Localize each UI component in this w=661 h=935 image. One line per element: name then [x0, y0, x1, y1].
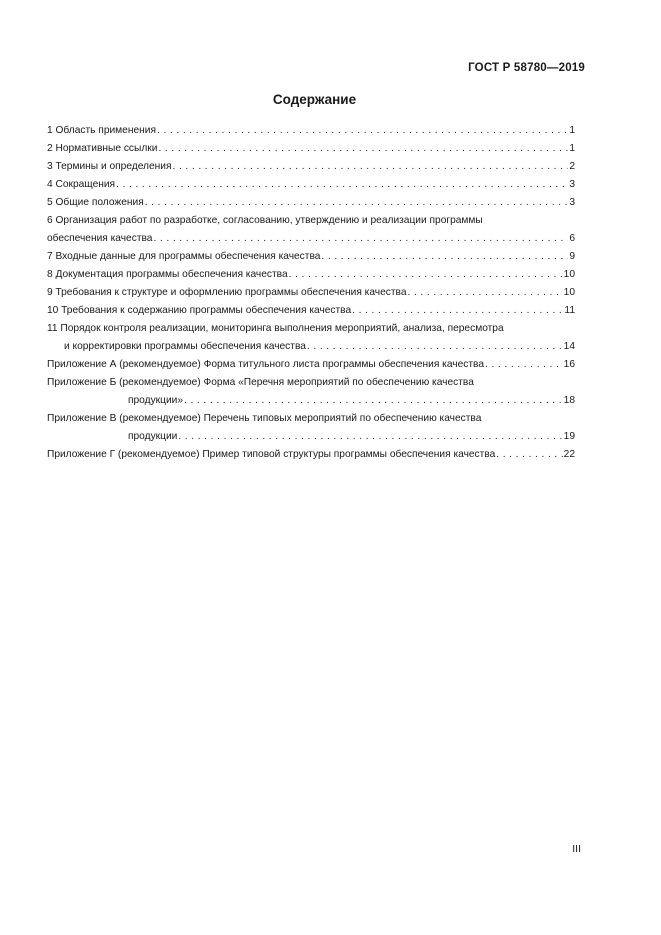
toc-entry[interactable]: 9 Требования к структуре и оформлению программы обеспечения качества . . . 10: [47, 284, 575, 302]
table-of-contents: [47, 122, 575, 464]
toc-title: Содержание: [272, 92, 357, 107]
toc-entry[interactable]: Приложение Б (рекомендуемое) Форма «Перечня мероприятий по обеспечению качества продукции» . . . 18: [47, 374, 575, 410]
toc-entry[interactable]: 1 Область применения . . . 1: [47, 122, 575, 140]
toc-entry[interactable]: 11 Порядок контроля реализации, мониторинга выполнения мероприятий, анализа, пересмотра и корректировки программы обеспечения качества . . . 14: [47, 320, 575, 356]
toc-entry[interactable]: 5 Общие положения . . . 3: [47, 194, 575, 212]
toc-entry[interactable]: 3 Термины и определения . . . 2: [47, 158, 575, 176]
page-number: III: [572, 843, 581, 855]
toc-entry[interactable]: 6 Организация работ по разработке, согласованию, утверждению и реализации программы обеспечения качества . . . 6: [47, 212, 575, 248]
document-code: ГОСТ Р 58780—2019: [468, 62, 585, 74]
toc-entry[interactable]: 7 Входные данные для программы обеспечения качества . . . 9: [47, 248, 575, 266]
toc-entry[interactable]: 8 Документация программы обеспечения качества . . . 10: [47, 266, 575, 284]
toc-entry[interactable]: 4 Сокращения . . . 3: [47, 176, 575, 194]
toc-entry[interactable]: 10 Требования к содержанию программы обеспечения качества . . . 11: [47, 302, 575, 320]
toc-entry[interactable]: Приложение А (рекомендуемое) Форма титульного листа программы обеспечения качества . . . 16: [47, 356, 575, 374]
toc-entry[interactable]: 2 Нормативные ссылки . . . 1: [47, 140, 575, 158]
toc-entry[interactable]: Приложение В (рекомендуемое) Перечень типовых мероприятий по обеспечению качества продукции . . . 19: [47, 410, 575, 446]
toc-entry[interactable]: Приложение Г (рекомендуемое) Пример типовой структуры программы обеспечения качества . . . 22: [47, 446, 575, 464]
